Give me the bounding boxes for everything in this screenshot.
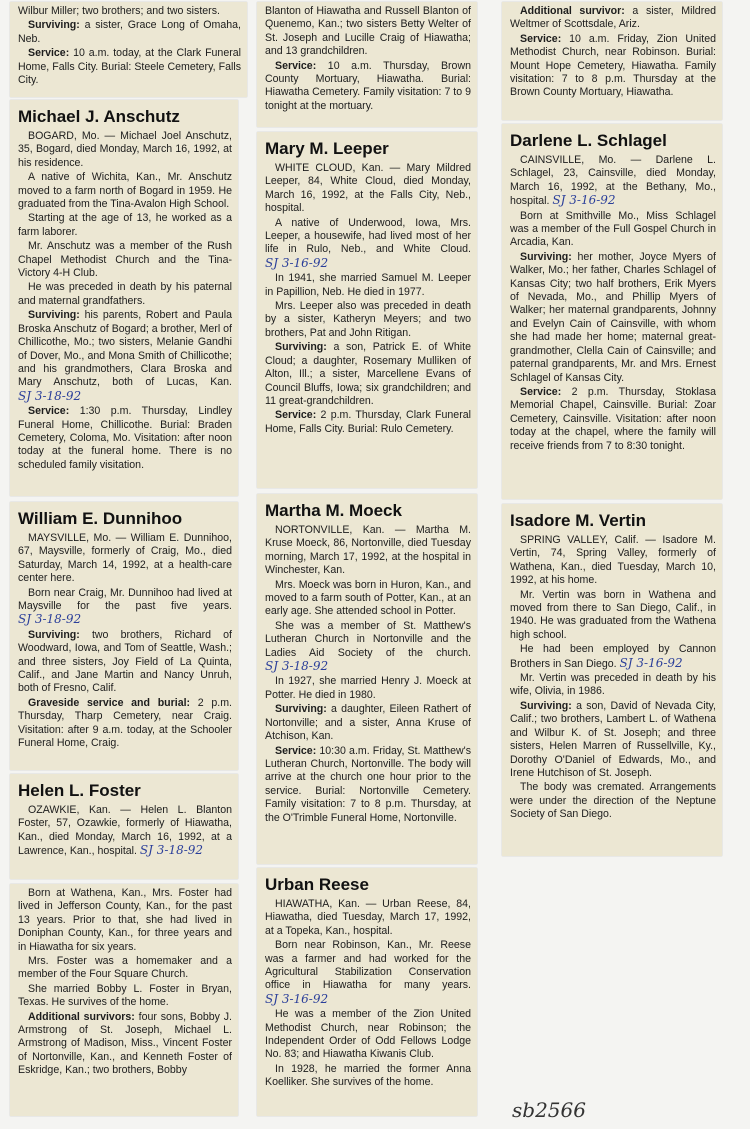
- archive-number: sb2566: [512, 1098, 586, 1122]
- obituary-reese-continued: [502, 2, 722, 120]
- text: Starting at the age of 13, he worked as a farm laborer.: [18, 212, 232, 238]
- text: A native of Wichita, Kan., Mr. Anschutz moved to a farm north of Bogard in 1959. He graduated from the Tina-Avalon High School.: [18, 171, 232, 211]
- text: a son, David of Nevada City, Calif.; two brothers, Lambert L. of Wathena and Wilbur K. of St. Joseph; and three sisters, Helen Marren of Russellville, Ky., Dorothy O'Daniel of Edwards, Mo., and Irene Hutchison of St. Joseph.: [510, 699, 717, 779]
- text: A native of Underwood, Iowa, Mrs. Leeper, a housewife, had lived most of her life in Rulo, Neb., and White Cloud.: [265, 216, 471, 256]
- label: Surviving:: [28, 19, 80, 32]
- obituary-foster-end: [257, 2, 477, 127]
- text: MAYSVILLE, Mo. — William E. Dunnihoo, 67, Maysville, formerly of Craig, Mo., died Saturday, March 14, 1992, at a health-care center here.: [18, 532, 232, 585]
- obituary-schlagel: [502, 124, 722, 499]
- text: 10:30 a.m. Friday, St. Matthew's Lutheran Church, Nortonville. The body will arrive at the church one hour prior to the service. Burial: Nortonville Cemetery. Family visitation: 7 to 8 p.m. Thursday, at the O'Trimble Funeral Home, Nortonville.: [265, 744, 471, 824]
- label: Surviving:: [520, 699, 572, 712]
- clipping-miller-end: [10, 2, 247, 97]
- obituary-vertin: [502, 504, 722, 856]
- text: Blanton of Hiawatha and Russell Blanton of Quenemo, Kan.; two sisters Betty Welter of St. Joseph and Lucille Craig of Hiawatha; and 13 grandchildren.: [265, 5, 471, 58]
- text: Mrs. Moeck was born in Huron, Kan., and moved to a farm south of Potter, Kan., at an early age. She attended school in Potter.: [265, 578, 471, 618]
- text: In 1941, she married Samuel M. Leeper in Papillion, Neb. He died in 1977.: [265, 272, 471, 298]
- text: 2 p.m. Thursday, Stoklasa Memorial Chapel, Cainsville. Burial: Zoar Cemetery, Cainsville. Visitation: after noon today at the chapel, where the family will receive friends from 7 to 8:30 tonight.: [510, 385, 716, 452]
- handwritten-date: SJ 3-18-92: [18, 388, 82, 403]
- obituary-moeck: [257, 494, 477, 864]
- label: Graveside service and burial:: [28, 696, 191, 709]
- text: 2 p.m. Thursday, Clark Funeral Home, Falls City. Burial: Rulo Cemetery.: [265, 409, 471, 435]
- obituary-foster: [10, 774, 238, 879]
- text: OZAWKIE, Kan. — Helen L. Blanton Foster, 57, Ozawkie, formerly of Hiawatha, Kan., died Monday, March 16, 1992, at a Lawrence, Kan., hospital.: [18, 804, 232, 858]
- text: Born near Craig, Mr. Dunnihoo had lived at Maysville for the past five years.: [18, 586, 232, 613]
- handwritten-date: SJ 3-18-92: [139, 843, 204, 858]
- obituary-reese: [257, 868, 477, 1116]
- obituary-name: Isadore M. Vertin: [510, 511, 647, 530]
- obituary-foster-continued: [10, 884, 238, 1116]
- text: a sister, Mildred Weltmer of Scottsdale, Ariz.: [510, 5, 717, 31]
- text: Mrs. Foster was a homemaker and a member of the Four Square Church.: [18, 955, 232, 981]
- text: 2 p.m. Thursday, Tharp Cemetery, near Craig. Visitation: after 9 a.m. today, at the Schooler Funeral Home, Craig.: [18, 696, 232, 750]
- label: Service:: [275, 744, 317, 757]
- label: Service:: [275, 409, 317, 422]
- text: She was a member of St. Matthew's Lutheran Church in Nortonville and the Ladies Aid Society of the church.: [265, 619, 471, 659]
- text: a sister, Grace Long of Omaha, Neb.: [18, 19, 241, 45]
- text: Mrs. Leeper also was preceded in death by a sister, Katheryn Meyers; and two brothers, Pat and John Ritigan.: [265, 300, 471, 339]
- text: 10 a.m. Thursday, Brown County Mortuary, Hiawatha. Burial: Hiawatha Cemetery. Family visitation: 7 to 9 tonight at the mortuary.: [265, 59, 471, 112]
- label: Surviving:: [520, 250, 572, 263]
- handwritten-date: SJ 3-16-92: [265, 255, 329, 270]
- label: Additional survivors:: [28, 1010, 135, 1023]
- text: Born at Wathena, Kan., Mrs. Foster had lived in Jefferson County, Kan., for the past 13 years. Prior to that, she had lived in Doniphan County, Kan., for three years and in Hiawatha for six years.: [18, 887, 232, 953]
- obituary-name: Mary M. Leeper: [265, 139, 389, 158]
- text: Mr. Vertin was born in Wathena and moved from there to San Diego, Calif., in 1940. He was graduated from the Wathena high school.: [510, 588, 716, 641]
- text: a daughter, Eileen Rathert of Nortonville; and a sister, Anna Kruse of Atchison, Kan.: [265, 703, 471, 743]
- text: He was preceded in death by his paternal and maternal grandfathers.: [18, 281, 232, 307]
- handwritten-date: SJ 3-16-92: [265, 991, 329, 1006]
- text: four sons, Bobby J. Armstrong of St. Joseph, Michael L. Armstrong of Madison, Miss., Vincent Foster of Nortonville, Kan., and Kenneth Foster of Eskridge, Kan.; two brothers, Bobby: [18, 1010, 232, 1077]
- text: Born near Robinson, Kan., Mr. Reese was a farmer and had worked for the Agricultural Stabilization Conservation office in Hiawatha for many years.: [265, 939, 471, 992]
- text: 1:30 p.m. Thursday, Lindley Funeral Home, Chillicothe. Burial: Braden Cemetery, Coloma, Mo. Visitation: after noon today at the funeral home. There is no scheduled family visitation.: [18, 405, 232, 471]
- handwritten-date: SJ 3-16-92: [552, 193, 616, 208]
- obituary-dunnihoo: [10, 502, 238, 770]
- obituary-name: Michael J. Anschutz: [18, 107, 180, 126]
- obituary-leeper: [257, 132, 477, 488]
- label: Service:: [28, 405, 70, 418]
- text: He had been employed by Cannon Brothers in San Diego.: [510, 643, 716, 670]
- label: Surviving:: [275, 703, 327, 716]
- obituary-name: William E. Dunnihoo: [18, 509, 183, 528]
- text: a son, Patrick E. of White Cloud; a daughter, Rosemary Mulliken of Alton, Ill.; a sister, Marcellene Evans of Council Bluffs, Iowa; six grandchildren; and 11 great-grandchildren.: [265, 341, 471, 407]
- obituary-name: Martha M. Moeck: [265, 501, 402, 520]
- label: Service:: [28, 47, 70, 60]
- obituary-name: Darlene L. Schlagel: [510, 131, 667, 150]
- label: Service:: [520, 32, 562, 45]
- text: The body was cremated. Arrangements were under the direction of the Neptune Society of San Diego.: [510, 781, 716, 821]
- text: CAINSVILLE, Mo. — Darlene L. Schlagel, 23, Cainsville, died Monday, March 16, 1992, at the Bethany, Mo., hospital.: [510, 154, 716, 208]
- text: 10 a.m. Friday, Zion United Methodist Church, near Robinson. Burial: Mount Hope Cemetery, Hiawatha. Family visitation: 7 to 8 p.m. Thursday at the Brown County Mortuary, Hiawatha.: [510, 32, 716, 99]
- text: two brothers, Richard of Woodward, Iowa, and Tom of Seattle, Wash.; and three sisters, Joy Field of La Quinta, Calif., and Jane Martin and Nancy Unruh, both of Fresno, Calif.: [18, 628, 232, 695]
- handwritten-date: SJ 3-18-92: [18, 612, 82, 627]
- text: Mr. Vertin was preceded in death by his wife, Olivia, in 1986.: [510, 672, 716, 698]
- handwritten-date: SJ 3-16-92: [619, 655, 683, 670]
- text: 10 a.m. today, at the Clark Funeral Home, Falls City. Burial: Steele Cemetery, Falls City.: [18, 47, 241, 87]
- label: Service:: [520, 385, 562, 398]
- text: SPRING VALLEY, Calif. — Isadore M. Vertin, 74, Spring Valley, formerly of Wathena, Kan., died Tuesday, March 10, 1992, at his home.: [510, 534, 716, 587]
- label: Surviving:: [275, 341, 327, 354]
- label: Surviving:: [28, 309, 80, 322]
- text: In 1928, he married the former Anna Koelliker. She survives of the home.: [265, 1062, 471, 1089]
- text: HIAWATHA, Kan. — Urban Reese, 84, Hiawatha, died Tuesday, March 17, 1992, at a Topeka, Kan., hospital.: [265, 898, 471, 937]
- obituary-anschutz: [10, 100, 238, 496]
- text: Mr. Anschutz was a member of the Rush Chapel Methodist Church and the Tina-Victory 4-H Club.: [18, 240, 232, 280]
- label: Additional survivor:: [520, 5, 625, 17]
- label: Surviving:: [28, 628, 80, 641]
- text: He was a member of the Zion United Methodist Church, near Robinson; the Independent Order of Odd Fellows Lodge No. 83; and Hiawatha Kiwanis Club.: [265, 1008, 471, 1061]
- text: She married Bobby L. Foster in Bryan, Texas. He survives of the home.: [18, 982, 232, 1009]
- text: In 1927, she married Henry J. Moeck at Potter. He died in 1980.: [265, 675, 471, 701]
- text: his parents, Robert and Paula Broska Anschutz of Bogard; a brother, Merl of Chillicothe, Mo.; two sisters, Melanie Gandhi of Dover, Mo., and Mona Smith of Chillicothe; and his grandmothers, Clara Broska and Mary Anschutz, both of Lucas, Kan.: [18, 309, 232, 389]
- handwritten-date: SJ 3-18-92: [265, 659, 329, 674]
- text: WHITE CLOUD, Kan. — Mary Mildred Leeper, 84, White Cloud, died Monday, March 16, 1992, at the Falls City, Neb., hospital.: [265, 162, 471, 215]
- obituary-name: Urban Reese: [265, 875, 369, 894]
- obituary-name: Helen L. Foster: [18, 781, 141, 800]
- text: her mother, Joyce Myers of Walker, Mo.; her father, Charles Schlagel of Kansas City; two half brothers, Erik Myers of Nevada, Mo., and Phillip Myers of Walker; her maternal grandparents, Johnny and Evelyn Cain of Cainsville, with whom she had made her home; maternal great-grandmother, Clella Cain of Cainsville; and paternal grandparents, Mr. and Mrs. Ernest Schlagel of Kansas City.: [510, 250, 716, 384]
- text: Born at Smithville Mo., Miss Schlagel was a member of the Full Gospel Church in Arcadia, Kan.: [510, 209, 716, 249]
- label: Service:: [275, 59, 317, 72]
- text: BOGARD, Mo. — Michael Joel Anschutz, 35, Bogard, died Monday, March 16, 1992, at his residence.: [18, 130, 232, 169]
- text: NORTONVILLE, Kan. — Martha M. Kruse Moeck, 86, Nortonville, died Tuesday morning, March 17, 1992, at the hospital in Winchester, Kan.: [265, 524, 471, 577]
- text: Wilbur Miller; two brothers; and two sisters.: [18, 5, 220, 17]
